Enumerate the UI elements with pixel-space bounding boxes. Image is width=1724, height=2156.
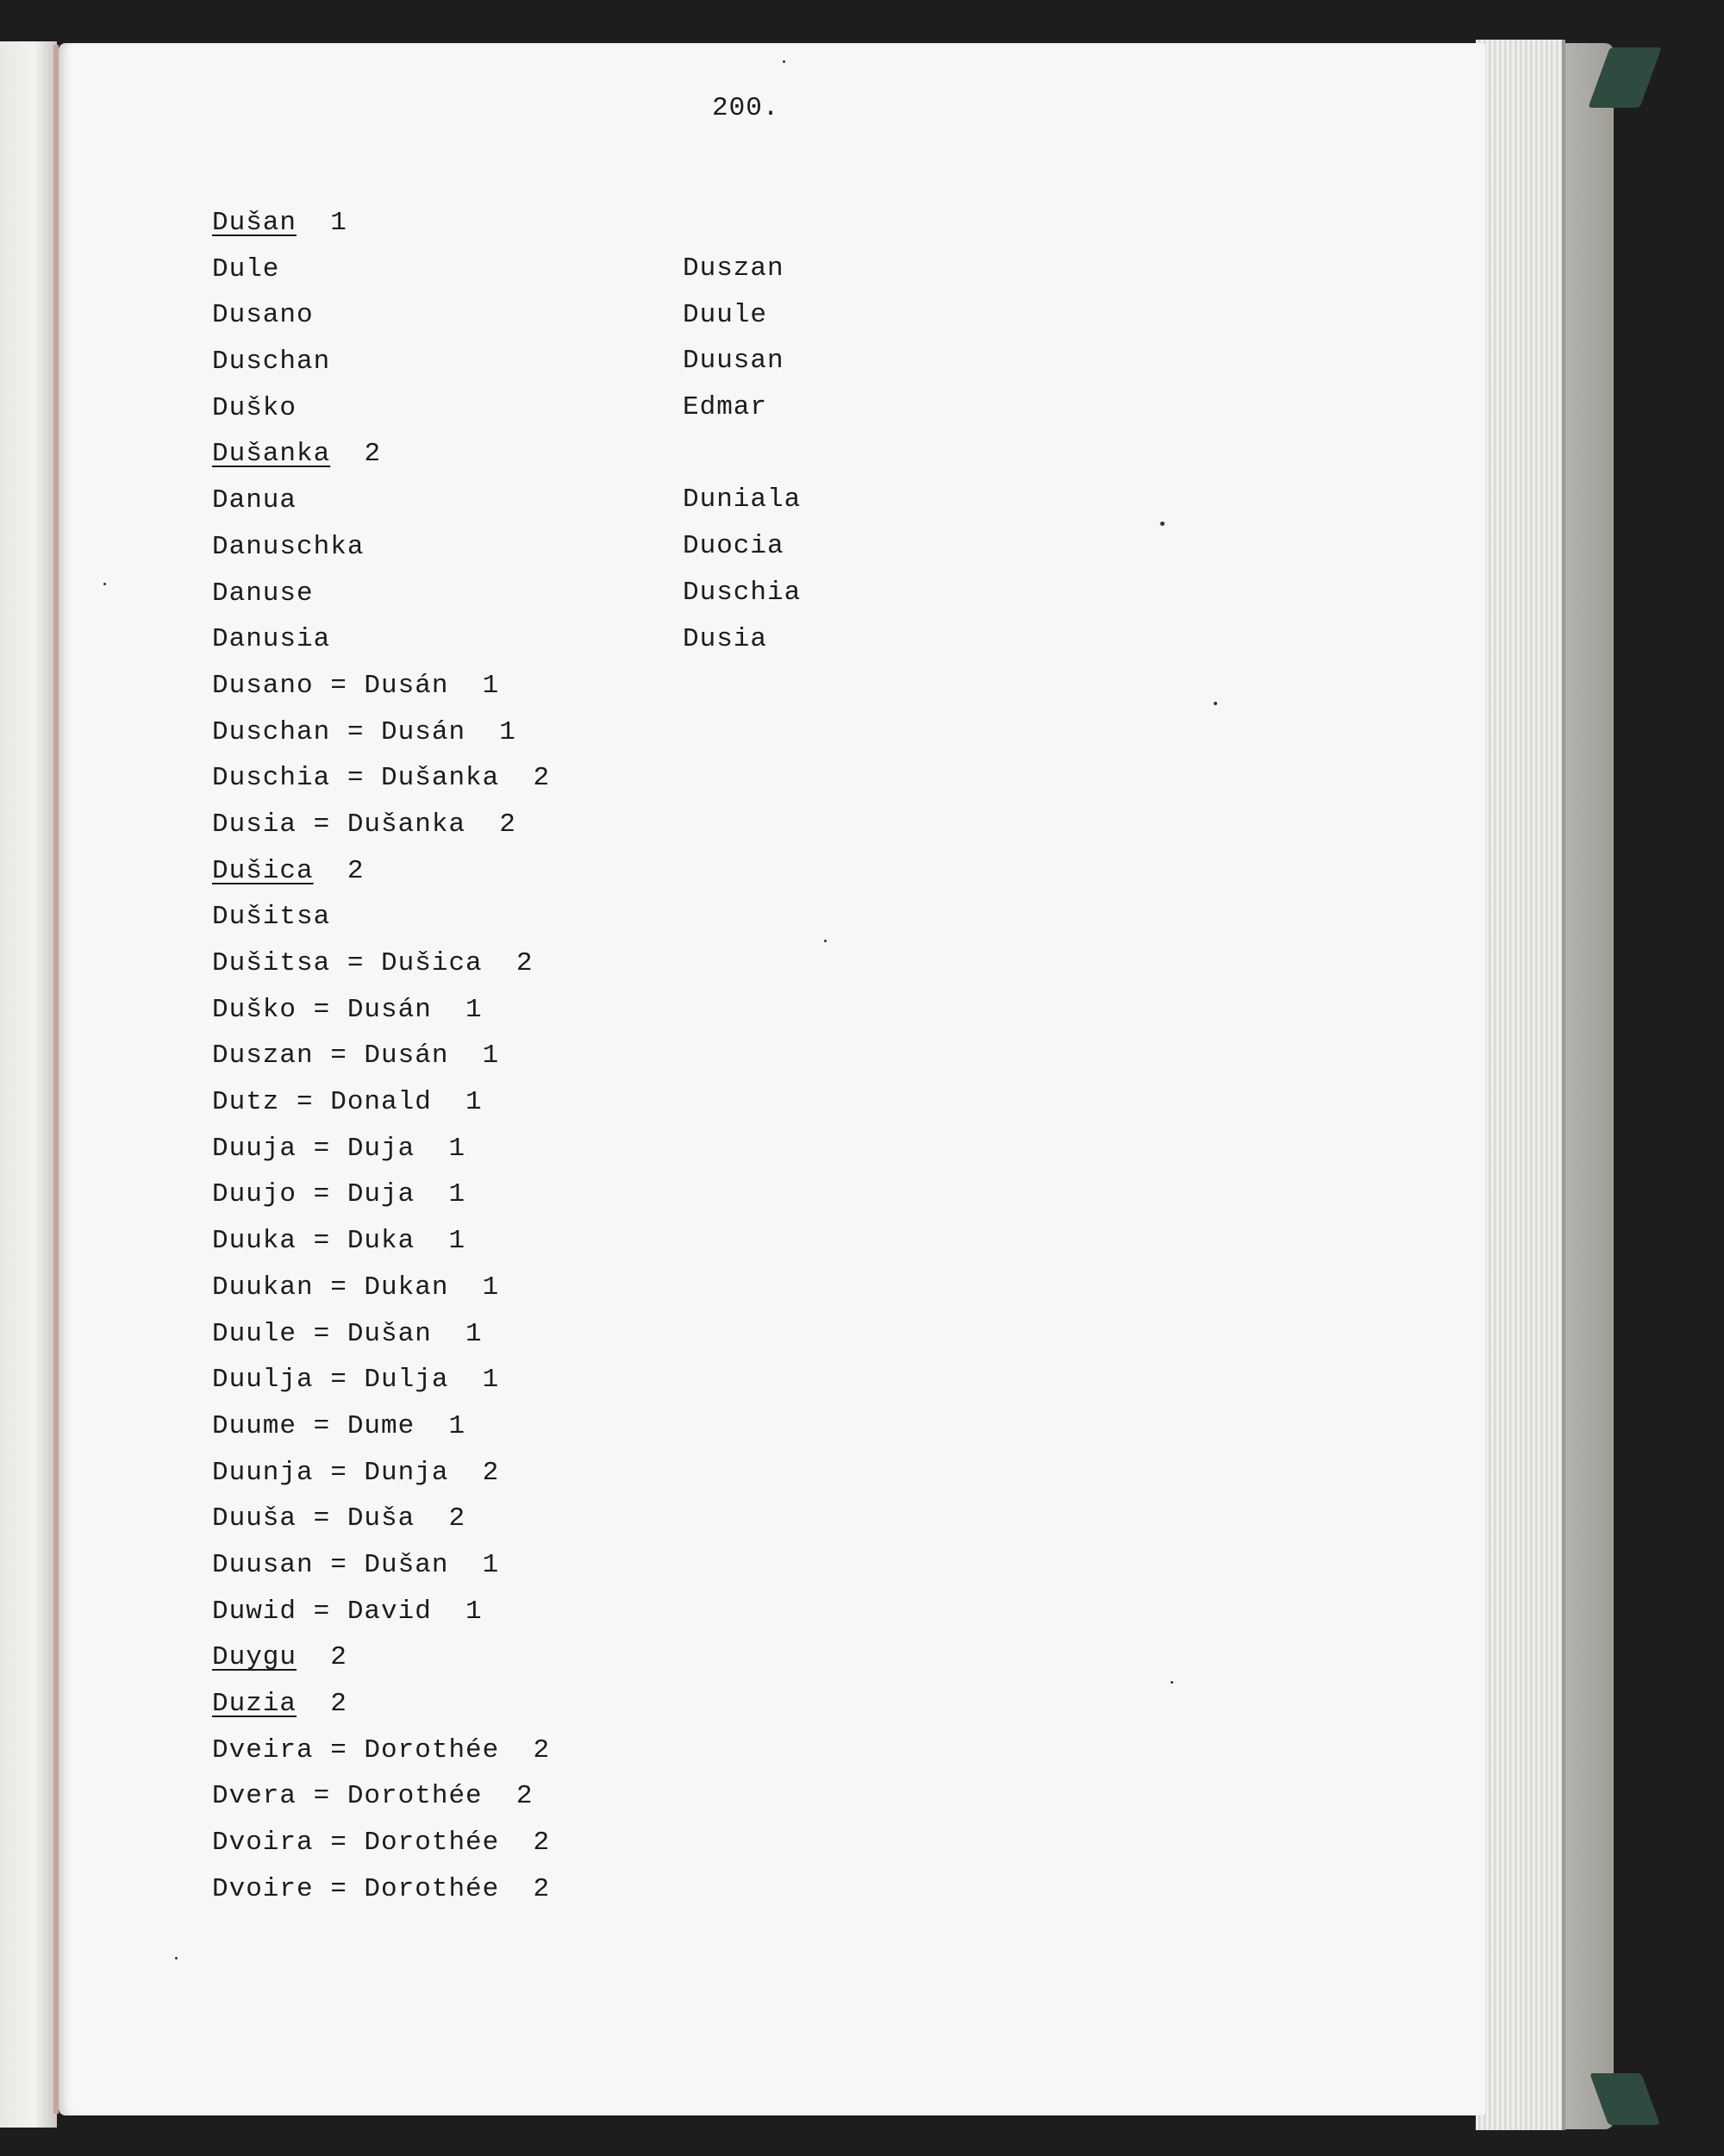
- entry-name: Dusano: [212, 670, 314, 701]
- entry-name: Dusano: [212, 300, 314, 331]
- entry-name: Danuschka: [212, 531, 365, 562]
- name-entry: [212, 802, 550, 848]
- name-entry: [212, 1542, 550, 1589]
- name-entry: [212, 1218, 550, 1265]
- name-entry: [212, 616, 550, 663]
- name-entry: [212, 1079, 550, 1126]
- entry-detail: = Dusán 1: [330, 716, 516, 747]
- entry-name: Duukan: [212, 1272, 314, 1303]
- entry-detail: 2: [297, 1689, 347, 1719]
- entry-name: Duschia: [212, 763, 331, 794]
- paper-speck: [103, 583, 106, 585]
- entry-name: Duujo: [212, 1179, 297, 1210]
- name-entry: [212, 247, 550, 293]
- entry-name: Duschan: [212, 347, 331, 378]
- name-entry: [212, 1634, 550, 1681]
- entry-name: Duuša: [212, 1503, 297, 1534]
- entry-name: Dušitsa: [212, 902, 331, 933]
- entry-name: Duule: [212, 1318, 297, 1349]
- entry-name: Duusan: [212, 1549, 314, 1580]
- entry-name: Duuja: [212, 1133, 297, 1164]
- entry-detail: = Dušanka 2: [330, 763, 551, 794]
- entry-detail: = Dulja 1: [313, 1365, 500, 1396]
- name-entry: [212, 292, 550, 339]
- name-entry: [212, 1357, 550, 1403]
- name-entry: [212, 1496, 550, 1542]
- entry-name: Dveira: [212, 1734, 314, 1765]
- headword: Duygu: [212, 1642, 297, 1673]
- right-entry-column: [683, 246, 801, 662]
- entry-detail: = Dorothée 2: [313, 1873, 551, 1904]
- entry-name: Duwid: [212, 1596, 297, 1627]
- entry-detail: 2: [313, 855, 365, 886]
- entry-name: Dvoire: [212, 1873, 314, 1904]
- entry-name: Duume: [212, 1410, 297, 1441]
- entry-detail: = Duša 2: [297, 1503, 466, 1534]
- name-entry: [212, 524, 550, 571]
- name-entry: [212, 1450, 550, 1497]
- entry-detail: 1: [297, 208, 347, 238]
- name-entry: [212, 339, 550, 385]
- entry-name: Duulja: [212, 1365, 314, 1396]
- entry-name: Duško: [212, 994, 297, 1025]
- entry-detail: = Donald 1: [279, 1087, 483, 1118]
- variant-entry: Edmar: [683, 392, 768, 423]
- name-entry: [212, 385, 550, 432]
- name-entry: [212, 1681, 550, 1728]
- entry-detail: = Dušica 2: [330, 948, 534, 978]
- headword: Duzia: [212, 1689, 297, 1719]
- variant-entry: [683, 431, 801, 478]
- entry-name: Duško: [212, 392, 297, 423]
- entry-detail: 2: [297, 1642, 347, 1673]
- name-entry: [212, 1311, 550, 1358]
- entry-detail: = Dušanka 2: [297, 809, 516, 840]
- headword: Dušan: [212, 208, 297, 238]
- entry-detail: = Duka 1: [297, 1226, 466, 1257]
- name-entry: [212, 200, 550, 247]
- entry-detail: 2: [330, 439, 382, 470]
- entry-detail: = Duja 1: [297, 1133, 466, 1164]
- entry-name: Dvoira: [212, 1828, 314, 1859]
- variant-entry: Dusia: [683, 623, 768, 654]
- entry-name: Dule: [212, 253, 280, 284]
- entry-name: Duschan: [212, 716, 331, 747]
- paper-speck: [824, 940, 827, 942]
- entry-detail: = Dušan 1: [297, 1318, 483, 1349]
- entry-name: Danua: [212, 485, 297, 516]
- name-entry: [212, 1773, 550, 1820]
- paper-speck: [1160, 522, 1165, 526]
- entry-name: Dvera: [212, 1781, 297, 1812]
- left-entry-column: [212, 200, 550, 1912]
- name-entry: [212, 1866, 550, 1913]
- variant-entry: Duusan: [683, 346, 784, 377]
- entry-detail: = Dusán 1: [297, 994, 483, 1025]
- name-entry: [212, 987, 550, 1034]
- entry-name: Duunja: [212, 1457, 314, 1488]
- name-entry: [212, 755, 550, 802]
- paper-speck: [1171, 1681, 1173, 1684]
- entry-name: Duuka: [212, 1226, 297, 1257]
- paper-speck: [1214, 702, 1217, 705]
- left-page-edge: [0, 41, 57, 2128]
- name-entry: [212, 571, 550, 617]
- name-entry: [212, 663, 550, 709]
- entry-detail: = Dušan 1: [313, 1549, 500, 1580]
- name-entry: [212, 1728, 550, 1774]
- headword: Dušica: [212, 855, 314, 886]
- entry-detail: = Dorothée 2: [313, 1734, 551, 1765]
- name-entry: [212, 941, 550, 987]
- entry-detail: = Dukan 1: [313, 1272, 500, 1303]
- paper-speck: [175, 1957, 178, 1959]
- entry-detail: = David 1: [297, 1596, 483, 1627]
- name-entry: [212, 1126, 550, 1172]
- variant-entry: Duule: [683, 299, 768, 330]
- entry-detail: = Dusán 1: [313, 1041, 500, 1072]
- variant-entry: Duszan: [683, 253, 784, 284]
- page-stack-edges: [1476, 40, 1565, 2130]
- entry-name: Danuse: [212, 578, 314, 609]
- entry-detail: = Dume 1: [297, 1410, 466, 1441]
- page-number: 200.: [712, 93, 780, 123]
- entry-name: Dušitsa: [212, 948, 331, 978]
- entry-name: Dusia: [212, 809, 297, 840]
- entry-detail: = Dorothée 2: [297, 1781, 534, 1812]
- name-entry: [212, 1033, 550, 1079]
- name-entry: [212, 478, 550, 524]
- entry-detail: = Duja 1: [297, 1179, 466, 1210]
- entry-name: Duszan: [212, 1041, 314, 1072]
- entry-detail: = Dunja 2: [313, 1457, 500, 1488]
- paper-speck: [783, 60, 785, 63]
- entry-detail: = Dusán 1: [313, 670, 500, 701]
- variant-entry: Duocia: [683, 531, 784, 562]
- name-entry: [212, 1265, 550, 1311]
- headword: Dušanka: [212, 439, 331, 470]
- entry-detail: = Dorothée 2: [313, 1828, 551, 1859]
- name-entry: [212, 1172, 550, 1218]
- name-entry: [212, 1589, 550, 1635]
- entry-name: Dutz: [212, 1087, 280, 1118]
- variant-entry: Duniala: [683, 484, 802, 516]
- name-entry: [212, 431, 550, 478]
- name-entry: [212, 709, 550, 756]
- name-entry: [212, 1820, 550, 1866]
- name-entry: [212, 848, 550, 895]
- variant-entry: Duschia: [683, 577, 802, 608]
- name-entry: [212, 894, 550, 941]
- name-entry: [212, 1403, 550, 1450]
- entry-name: Danusia: [212, 624, 331, 655]
